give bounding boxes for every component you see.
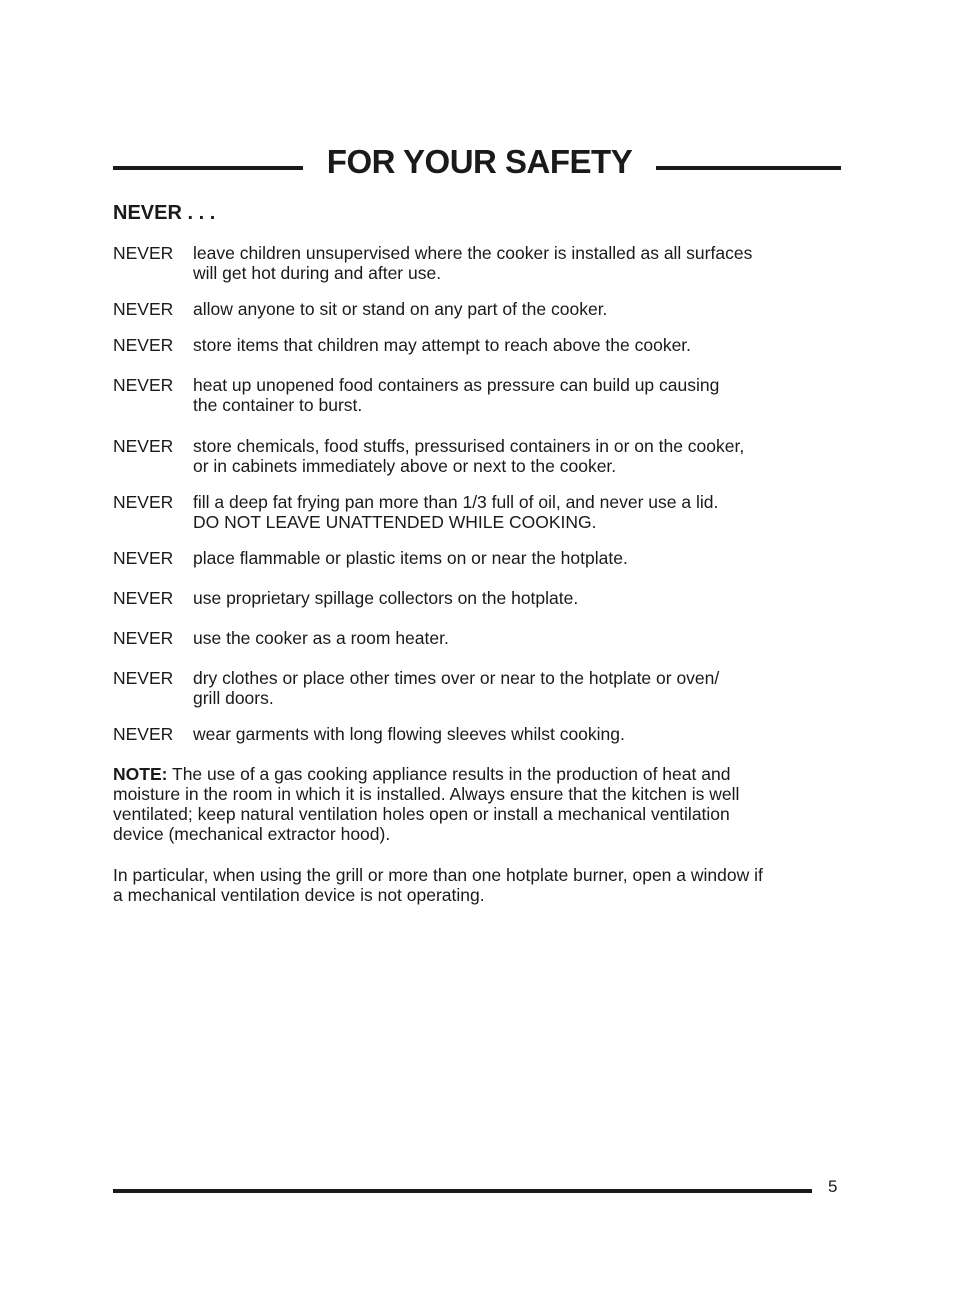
title-rule-left [113,166,303,170]
never-keyword: NEVER [113,243,174,263]
note-line: The use of a gas cooking appliance results in the production of heat and [167,764,731,784]
never-keyword: NEVER [113,492,174,512]
section-heading: NEVER . . . [113,202,216,224]
footer-rule [113,1189,812,1193]
never-item [113,548,833,568]
never-item [113,668,833,708]
never-text-line: DO NOT LEAVE UNATTENDED WHILE COOKING. [193,512,597,532]
never-text-line: wear garments with long flowing sleeves whilst cooking. [193,724,625,744]
never-keyword: NEVER [113,335,174,355]
page-title: FOR YOUR SAFETY [326,143,633,180]
never-item [113,436,833,476]
never-keyword: NEVER [113,668,174,688]
never-text-line: the container to burst. [193,395,363,415]
never-text-line: dry clothes or place other times over or near to the hotplate or oven/ [193,668,720,688]
never-item [113,588,833,608]
note-line: moisture in the room in which it is installed. Always ensure that the kitchen is well [113,784,740,804]
never-text-line: store items that children may attempt to reach above the cooker. [193,335,692,355]
never-text-line: will get hot during and after use. [193,263,442,283]
page-number: 5 [828,1177,838,1196]
ventilation-paragraph [113,865,848,905]
note-label: NOTE: [113,764,168,784]
never-text-line: leave children unsupervised where the cooker is installed as all surfaces [193,243,753,263]
never-keyword: NEVER [113,724,174,744]
never-item [113,299,833,319]
never-keyword: NEVER [113,548,174,568]
ventilation-line: In particular, when using the grill or more than one hotplate burner, open a window if [113,865,763,885]
never-text-line: heat up unopened food containers as pressure can build up causing [193,375,720,395]
never-text-line: fill a deep fat frying pan more than 1/3 full of oil, and never use a lid. [193,492,719,512]
never-text-line: use proprietary spillage collectors on the hotplate. [193,588,579,608]
never-text-line: place flammable or plastic items on or near the hotplate. [193,548,628,568]
ventilation-line: a mechanical ventilation device is not operating. [113,885,485,905]
never-keyword: NEVER [113,588,174,608]
never-keyword: NEVER [113,628,174,648]
never-item [113,492,833,532]
never-keyword: NEVER [113,299,174,319]
never-text-line: store chemicals, food stuffs, pressurised containers in or on the cooker, [193,436,745,456]
never-text-line: allow anyone to sit or stand on any part of the cooker. [193,299,608,319]
title-row [113,140,841,184]
note-paragraph [113,764,848,844]
never-item [113,243,833,283]
never-item [113,724,833,744]
never-item [113,375,833,415]
never-keyword: NEVER [113,436,174,456]
never-text-line: use the cooker as a room heater. [193,628,449,648]
never-text-line: grill doors. [193,688,274,708]
never-item [113,335,833,355]
never-keyword: NEVER [113,375,174,395]
title-rule-right [656,166,841,170]
note-line: ventilated; keep natural ventilation holes open or install a mechanical ventilation [113,804,730,824]
never-item [113,628,833,648]
note-line: device (mechanical extractor hood). [113,824,391,844]
never-text-line: or in cabinets immediately above or next to the cooker. [193,456,617,476]
